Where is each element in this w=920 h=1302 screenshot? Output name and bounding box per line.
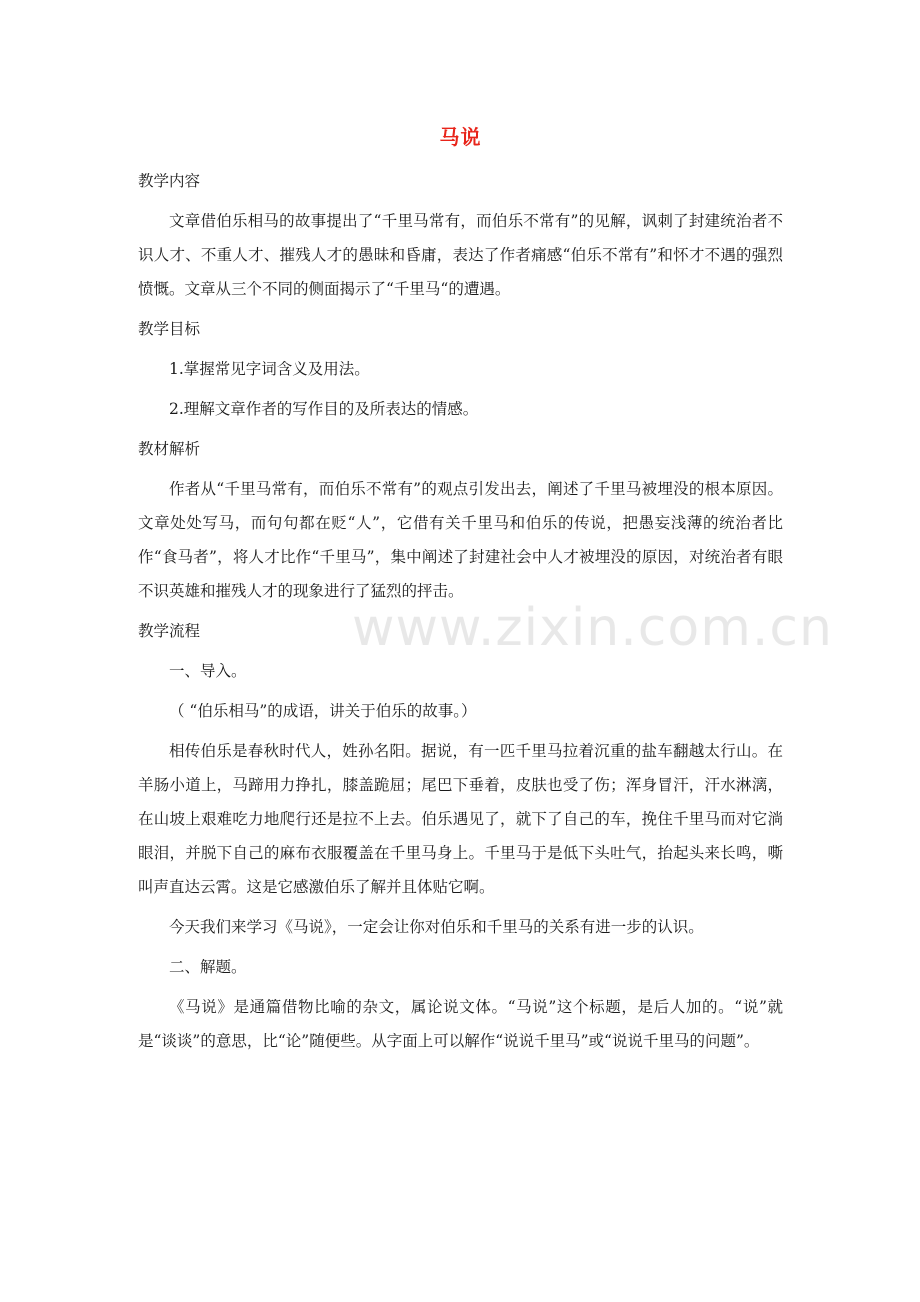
- watermark-text: www.zixin.com.cn: [352, 598, 833, 658]
- analysis-paragraph: 作者从“千里马常有，而伯乐不常有”的观点引发出去，阐述了千里马被埋没的根本原因。文章处处写马，而句句都在贬“人”，它借有关千里马和伯乐的传说，把愚妄浅薄的统治者比作“食马者”，将人才比作“千里马”，集中阐述了封建社会中人才被埋没的原因，对统治者有眼不识英雄和摧残人才的现象进行了猛烈的抨击。: [138, 480, 783, 600]
- goal-item-1: 1.掌握常见字词含义及用法。: [169, 360, 370, 378]
- section-heading-goals: 教学目标: [138, 320, 201, 338]
- document-title: 马说: [439, 125, 482, 149]
- document-body: [138, 118, 783, 1064]
- story-paragraph: 相传伯乐是春秋时代人，姓孙名阳。据说，有一匹千里马拉着沉重的盐车翻越太行山。在羊肠小道上，马蹄用力挣扎，膝盖跪屈；尾巴下垂着，皮肤也受了伤；浑身冒汗，汗水淋漓，在山坡上艰难吃力地爬行还是拉不上去。伯乐遇见了，就下了自己的车，挽住千里马而对它淌眼泪，并脱下自己的麻布衣服覆盖在千里马身上。千里马于是低下头吐气，抬起头来长鸣，嘶叫声直达云霄。这是它感激伯乐了解并且体贴它啊。: [138, 742, 783, 896]
- title-explanation-paragraph: 《马说》是通篇借物比喻的杂文，属论说文体。“马说”这个标题，是后人加的。“说”就是“谈谈”的意思，比“论”随便些。从字面上可以解作“说说千里马”或“说说千里马的问题”。: [138, 998, 783, 1050]
- section-heading-content: 教学内容: [138, 172, 201, 190]
- flow-step-intro: 一、导入。: [169, 662, 247, 680]
- flow-step-title: 二、解题。: [169, 958, 247, 976]
- content-paragraph: 文章借伯乐相马的故事提出了“千里马常有，而伯乐不常有”的见解，讽刺了封建统治者不识人才、不重人才、摧残人才的愚昧和昏庸，表达了作者痛感“伯乐不常有”和怀才不遇的强烈愤慨。文章从三个不同的侧面揭示了“千里马“的遭遇。: [138, 212, 783, 298]
- goal-item-2: 2.理解文章作者的写作目的及所表达的情感。: [169, 400, 479, 418]
- section-heading-analysis: 教材解析: [138, 440, 201, 458]
- section-heading-flow: 教学流程: [138, 622, 201, 640]
- today-paragraph: 今天我们来学习《马说》，一定会让你对伯乐和千里马的关系有进一步的认识。: [169, 918, 704, 936]
- flow-step-intro-note: （ “伯乐相马”的成语，讲关于伯乐的故事。）: [169, 702, 477, 720]
